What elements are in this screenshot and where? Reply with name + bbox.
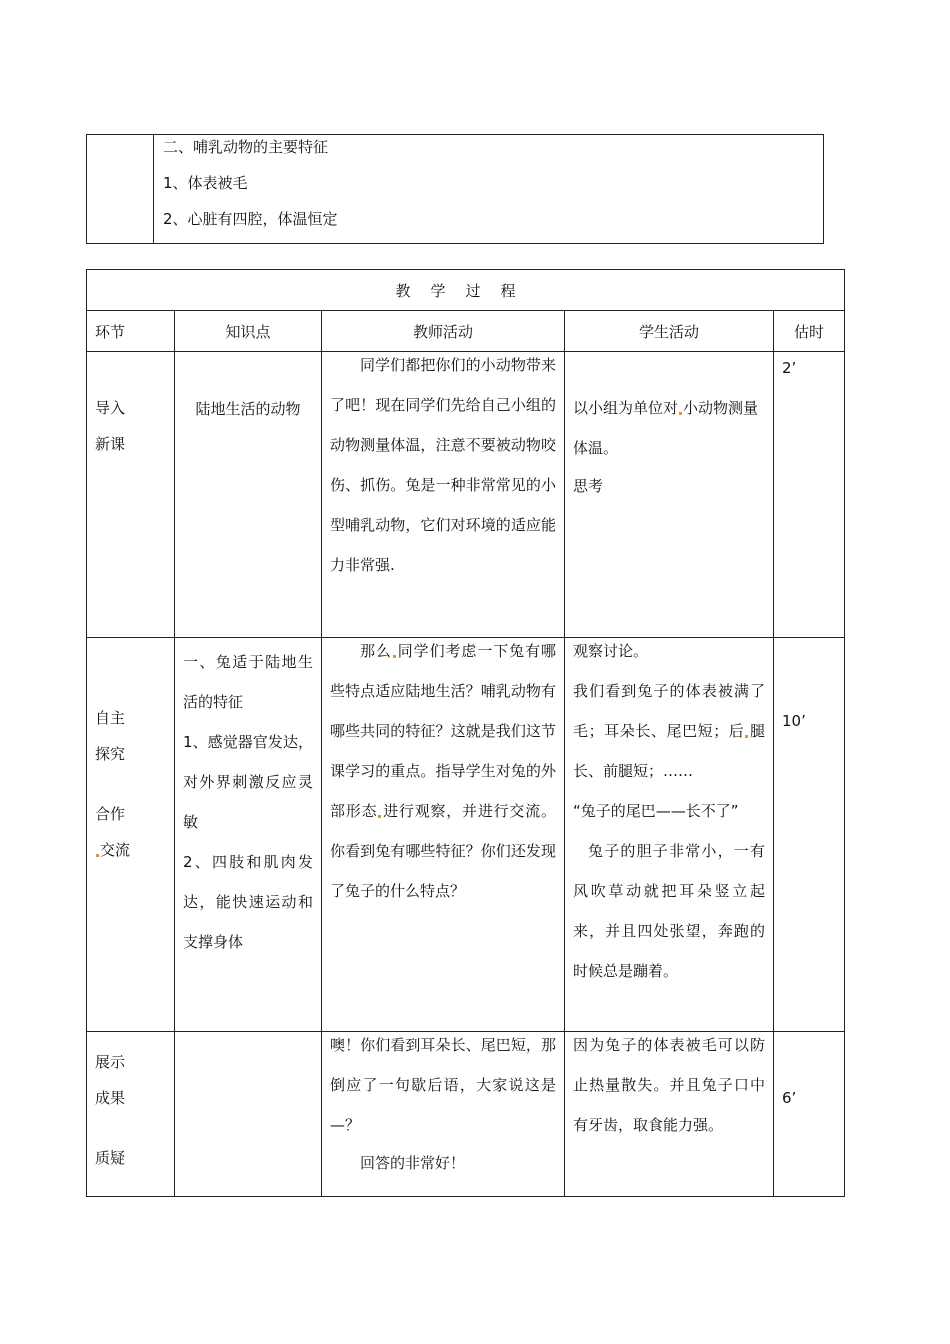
knowledge-text: 1、感觉器官发达，对外界刺激反应灵敏 (183, 733, 313, 831)
header-teacher: 教师活动 (322, 311, 565, 352)
student-text-part: 以小组为单位对 (573, 399, 679, 417)
time-cell (774, 1032, 845, 1197)
time-estimate: 2’ (782, 359, 797, 377)
key-point-item: 2、心脏有四腔，体温恒定 (163, 210, 338, 228)
stage-cell (87, 352, 175, 638)
header-knowledge: 知识点 (175, 311, 322, 352)
student-activity-text: “兔子的尾巴——长不了” (573, 802, 739, 820)
stage-label: 展示 (95, 1053, 126, 1071)
table-row (87, 638, 845, 1032)
knowledge-cell (175, 352, 322, 638)
stage-label: 质疑 (95, 1149, 126, 1167)
annotation-mark (96, 854, 99, 857)
time-cell (774, 638, 845, 1032)
time-estimate: 6’ (782, 1089, 797, 1107)
student-text-part: 我们看到兔子的体表被满了毛；耳朵长、尾巴短；后 (573, 682, 765, 740)
stage-label: 交流 (100, 841, 131, 859)
student-activity-text: 因为兔子的体表被毛可以防止热量散失。并且兔子口中有牙齿，取食能力强。 (573, 1036, 765, 1134)
header-stage: 环节 (87, 311, 175, 352)
key-points-box (86, 134, 824, 244)
knowledge-text: 2、四肢和肌肉发达，能快速运动和支撑身体 (183, 853, 313, 951)
student-activity-text (573, 388, 765, 468)
teacher-activity-text: 同学们都把你们的小动物带来了吧！现在同学们先给自己小组的动物测量体温，注意不要被动物咬伤、抓伤。兔是一种非常常见的小型哺乳动物，它们对环境的适应能力非常强. (330, 356, 556, 574)
header-time: 估时 (774, 311, 845, 352)
teacher-activity-cell (322, 1032, 565, 1197)
teacher-activity-text: 回答的非常好！ (360, 1154, 466, 1172)
student-activity-text: 兔子的胆子非常小，一有风吹草动就把耳朵竖立起来，并且四处张望，奔跑的时候总是蹦着。 (573, 842, 765, 980)
stage-cell (87, 1032, 175, 1197)
teacher-activity-text: 噢！你们看到耳朵长、尾巴短，那倒应了一句歇后语，大家说这是—？ (330, 1036, 556, 1134)
annotation-mark (679, 412, 682, 415)
student-activity-text: 观察讨论。 (573, 642, 649, 660)
stage-cell (87, 638, 175, 1032)
table-title: 教学过程 (87, 270, 845, 311)
teacher-text-part: 进行观察，并进行交流。你看到兔有哪些特征？你们还发现了兔子的什么特点？ (330, 802, 556, 900)
teacher-activity-text (330, 631, 556, 911)
key-point-item: 1、体表被毛 (163, 174, 248, 192)
teacher-activity-cell (322, 638, 565, 1032)
student-text-part: 小动物测量体温。 (573, 399, 759, 457)
key-points-content (163, 129, 815, 237)
table-row (87, 352, 845, 638)
stage-label: 成果 (95, 1089, 126, 1107)
stage-label: 新课 (95, 435, 126, 453)
key-points-heading: 二、哺乳动物的主要特征 (163, 138, 329, 156)
stage-label-with-mark (95, 832, 166, 868)
annotation-mark (745, 735, 748, 738)
student-activity-cell (565, 352, 774, 638)
header-student: 学生活动 (565, 311, 774, 352)
key-points-divider (153, 135, 154, 243)
annotation-mark (393, 655, 396, 658)
student-activity-text (573, 671, 765, 791)
knowledge-text: 一、兔适于陆地生活的特征 (183, 653, 313, 711)
stage-label: 探究 (95, 745, 126, 763)
stage-label: 自主 (95, 709, 126, 727)
stage-label: 导入 (95, 399, 126, 417)
student-text-part: 腿长、前腿短；…… (573, 722, 765, 780)
annotation-mark (378, 815, 381, 818)
student-activity-cell (565, 638, 774, 1032)
time-cell (774, 352, 845, 638)
time-estimate: 10’ (782, 712, 806, 730)
table-row (87, 1032, 845, 1197)
teaching-process-table (86, 269, 845, 1197)
knowledge-text: 陆地生活的动物 (195, 400, 301, 418)
student-activity-text: 思考 (573, 477, 604, 495)
student-activity-cell (565, 1032, 774, 1197)
teacher-text-part: 那么 (360, 642, 392, 660)
teacher-text-part: 同学们考虑一下兔有哪些特点适应陆地生活？哺乳动物有哪些共同的特征？这就是我们这节课学习的重点。指导学生对兔的外部形态 (330, 642, 556, 820)
stage-label: 合作 (95, 805, 126, 823)
knowledge-cell (175, 638, 322, 1032)
knowledge-cell (175, 1032, 322, 1197)
teacher-activity-cell (322, 352, 565, 638)
